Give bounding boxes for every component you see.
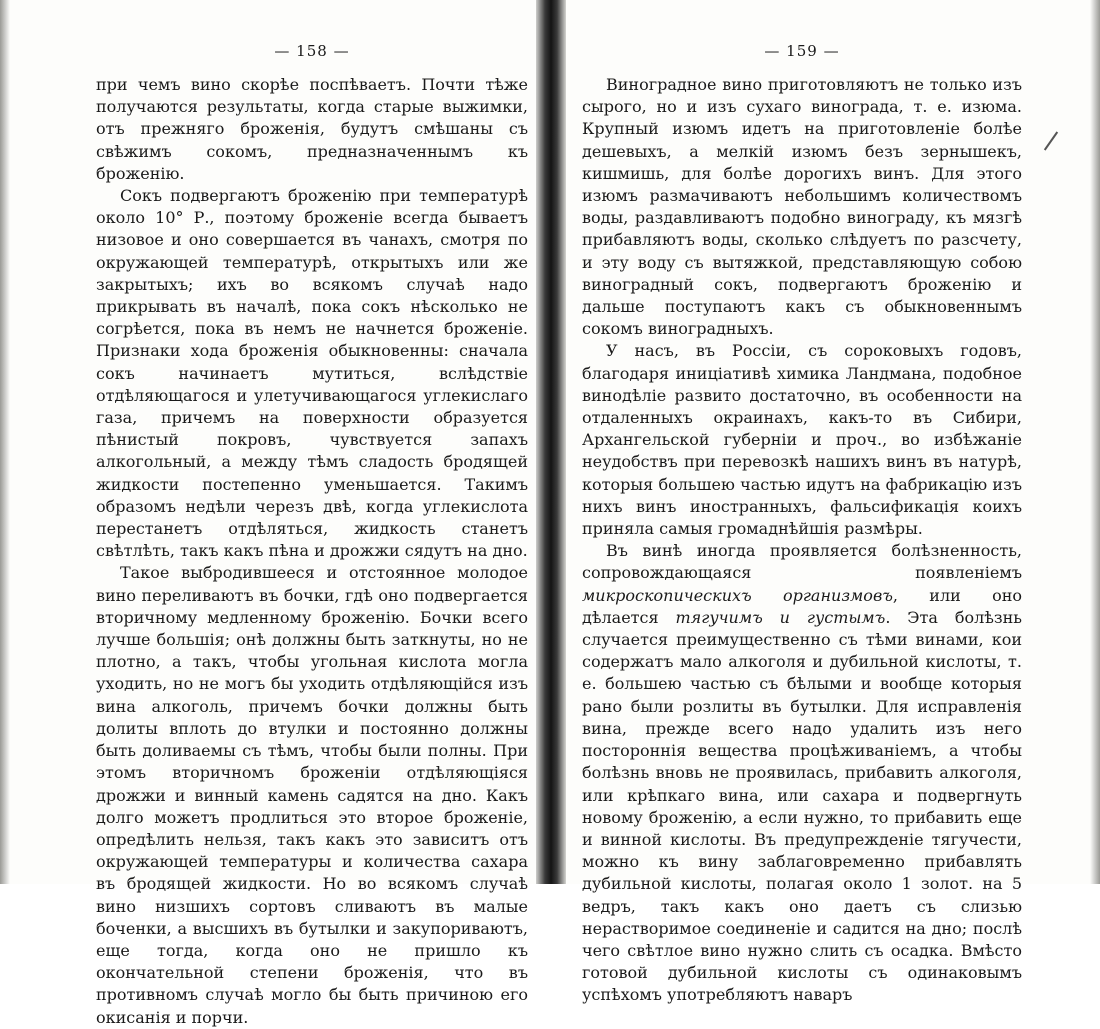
book-gutter: [536, 0, 566, 884]
page-edge-right: [1090, 0, 1100, 884]
left-page: [96, 40, 528, 1029]
paragraph: при чемъ вино скорѣе поспѣваетъ. Почти тѣже получаются результаты, когда старые выжимки, отъ прежняго броженія, будутъ смѣшаны съ свѣжимъ сокомъ, предназначеннымъ къ броженію.: [96, 75, 528, 183]
margin-pencil-mark: [1044, 131, 1058, 150]
paragraph: [582, 540, 1022, 1006]
page-number-left: — 158 —: [274, 42, 350, 60]
paragraph: У насъ, въ Россіи, съ сороковыхъ годовъ, благодаря иниціативѣ химика Ландмана, подобное винодѣліе развито достаточно, въ особенности на отдаленныхъ окраинахъ, какъ-то въ Сибири, Архангельской губерніи и проч., во избѣжаніе неудобствъ при перевозкѣ нашихъ винъ въ натурѣ, которыя большею частью идутъ на фабрикацію изъ нихъ винъ иностранныхъ, фальсификація коихъ приняла самыя громаднѣйшія размѣры.: [582, 341, 1022, 539]
paragraph-text: Въ винѣ иногда проявляется болѣзненность, сопровождающаяся появленіемъ: [582, 541, 1022, 583]
italic-term: микроскопическихъ организмовъ: [582, 585, 893, 605]
paragraph: Сокъ подвергаютъ броженію при температурѣ около 10° Р., поэтому броженіе всегда бываетъ низовое и оно совершается въ чанахъ, смотря по окружающей температурѣ, открытыхъ или же закрытыхъ; ихъ во всякомъ случаѣ надо прикрывать въ началѣ, пока сокъ нѣсколько не согрѣется, пока въ немъ не начнется броженіе. Признаки хода броженія обыкновенны: сначала сокъ начинаетъ мутиться, вслѣдствіе отдѣляющагося и улетучивающагося углекислаго газа, причемъ на поверхности образуется пѣнистый покровъ, чувствуется запахъ алкогольный, а между тѣмъ сладость бродящей жидкости постепенно уменьшается. Такимъ образомъ недѣли черезъ двѣ, когда углекислота перестанетъ отдѣляться, жидкость станетъ свѣтлѣть, такъ какъ пѣна и дрожжи сядутъ на дно.: [96, 186, 528, 561]
paragraph-text: , или оно дѣлается: [582, 585, 1022, 627]
page-number-right: — 159 —: [764, 42, 840, 60]
paragraph: Виноградное вино приготовляютъ не только изъ сырого, но и изъ сухаго винограда, т. е. изюма. Крупный изюмъ идетъ на приготовленіе болѣе дешевыхъ, а мелкій изюмъ безъ зернышекъ, кишмишь, для болѣе дорогихъ винъ. Для этого изюмъ размачиваютъ небольшимъ количествомъ воды, раздавливаютъ подобно винограду, къ мязгѣ прибавляютъ воды, сколько слѣдуетъ по разсчету, и эту воду съ вытяжкой, представляющую собою виноградный сокъ, подвергаютъ броженію и дальше поступаютъ какъ съ обыкновеннымъ сокомъ виноградныхъ.: [582, 75, 1022, 339]
paragraph: Такое выбродившееся и отстоянное молодое вино переливаютъ въ бочки, гдѣ оно подвергается вторичному медленному броженію. Бочки всего лучше большія; онѣ должны быть заткнуты, но не плотно, а такъ, чтобы угольная кислота могла уходить, но не могъ бы уходить отдѣляющійся изъ вина алкоголь, причемъ бочки должны быть долиты вплоть до втулки и постоянно должны быть доливаемы съ тѣмъ, чтобы были полны. При этомъ вторичномъ броженіи отдѣляющіяся дрожжи и винный камень садятся на дно. Какъ долго можетъ продлиться это второе броженіе, опредѣлить нельзя, такъ какъ это зависитъ отъ окружающей температуры и количества сахара въ бродящей жидкости. Но во всякомъ случаѣ вино низшихъ сортовъ сливаютъ въ малые боченки, а высшихъ въ бутылки и закупориваютъ, еще тогда, когда оно не пришло къ окончательной степени броженія, что въ противномъ случаѣ могло бы быть причиною его окисанія и порчи.: [96, 563, 528, 1027]
italic-term: тягучимъ и густымъ: [675, 607, 886, 627]
page-edge-left: [0, 0, 10, 884]
right-page: [582, 40, 1022, 1007]
paragraph-text: . Эта болѣзнь случается преимущественно съ тѣми винами, кои содержатъ мало алкоголя и дубильной кислоты, т. е. большею частью съ бѣлыми и вообще которыя рано были розлиты въ бутылки. Для исправленія вина, прежде всего надо удалить изъ него постороннія вещества процѣживаніемъ, а чтобы болѣзнь вновь не проявилась, прибавить алкоголя, или крѣпкаго вина, или сахара и подвергнуть новому броженію, а если нужно, то прибавить еще и винной кислоты. Въ предупрежденіе тягучести, можно къ вину заблаговременно прибавлять дубильной кислоты, полагая около 1 золот. на 5 ведръ, такъ какъ оно даетъ съ слизью нерастворимое соединеніе и садится на дно; послѣ чего свѣтлое вино нужно слить съ осадка. Вмѣсто готовой дубильной кислоты съ одинаковымъ успѣхомъ употребляютъ наваръ: [582, 607, 1022, 1005]
